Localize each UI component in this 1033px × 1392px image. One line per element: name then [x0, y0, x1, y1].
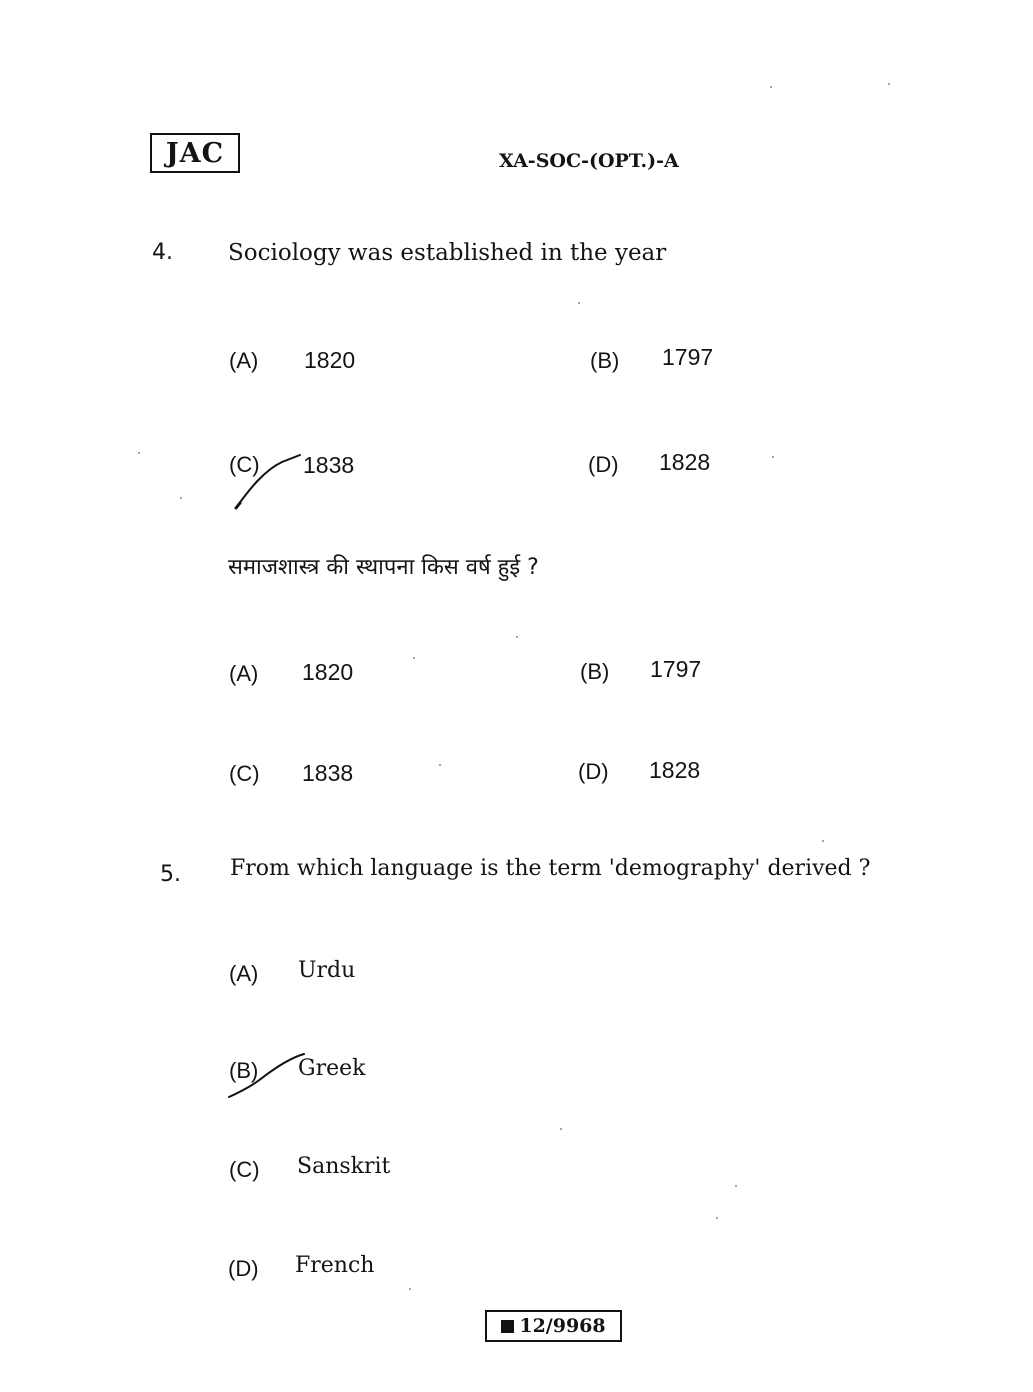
paper-code: XA-SOC-(OPT.)-A: [499, 150, 679, 172]
scan-speck: [822, 840, 824, 842]
scan-speck: [439, 764, 441, 766]
option-value: Urdu: [298, 958, 356, 983]
scan-speck: [772, 456, 774, 458]
option-label: (B): [590, 348, 620, 373]
board-label: JAC: [165, 137, 225, 169]
option-value: 1828: [659, 449, 711, 475]
scan-speck: [409, 1288, 411, 1290]
option-label: (A): [229, 961, 259, 986]
option-label: (A): [229, 661, 259, 686]
page-code-box: [485, 1310, 622, 1342]
question-text: Sociology was established in the year: [228, 240, 667, 266]
option-value: Sanskrit: [297, 1154, 391, 1179]
scan-speck: [180, 497, 182, 499]
page-code: 12/9968: [519, 1315, 606, 1337]
option-label: (C): [229, 452, 260, 477]
option-value: 1838: [303, 452, 355, 478]
scan-speck: [516, 636, 518, 638]
scan-speck: [560, 1128, 562, 1130]
option-value: 1797: [662, 344, 714, 370]
option-value: 1820: [304, 347, 356, 373]
square-icon: [501, 1320, 514, 1333]
option-value: French: [295, 1253, 375, 1278]
question-number: 4.: [152, 240, 173, 265]
answer-tick-mark: [0, 0, 1, 1]
scan-speck: [138, 452, 140, 454]
option-label: (A): [229, 348, 259, 373]
option-value: 1820: [302, 659, 354, 685]
option-label: (B): [580, 659, 610, 684]
option-label: (C): [229, 761, 260, 786]
scan-speck: [888, 83, 890, 85]
question-text: From which language is the term 'demography' derived ?: [230, 856, 871, 881]
option-value: 1797: [650, 656, 702, 682]
question-text-hindi: समाजशास्त्र की स्थापना किस वर्ष हुई ?: [228, 555, 539, 580]
option-label: (C): [229, 1157, 260, 1182]
option-label: (D): [228, 1256, 259, 1281]
option-value: 1828: [649, 757, 701, 783]
scan-speck: [413, 657, 415, 659]
option-value: Greek: [298, 1056, 366, 1081]
option-label: (D): [578, 759, 609, 784]
question-number: 5.: [160, 862, 181, 887]
scan-speck: [578, 302, 580, 304]
option-label: (B): [229, 1058, 259, 1083]
option-label: (D): [588, 452, 619, 477]
option-value: 1838: [302, 760, 354, 786]
scan-speck: [770, 86, 772, 88]
board-label-box: [150, 133, 240, 173]
scan-speck: [716, 1217, 718, 1219]
scan-speck: [735, 1185, 737, 1187]
